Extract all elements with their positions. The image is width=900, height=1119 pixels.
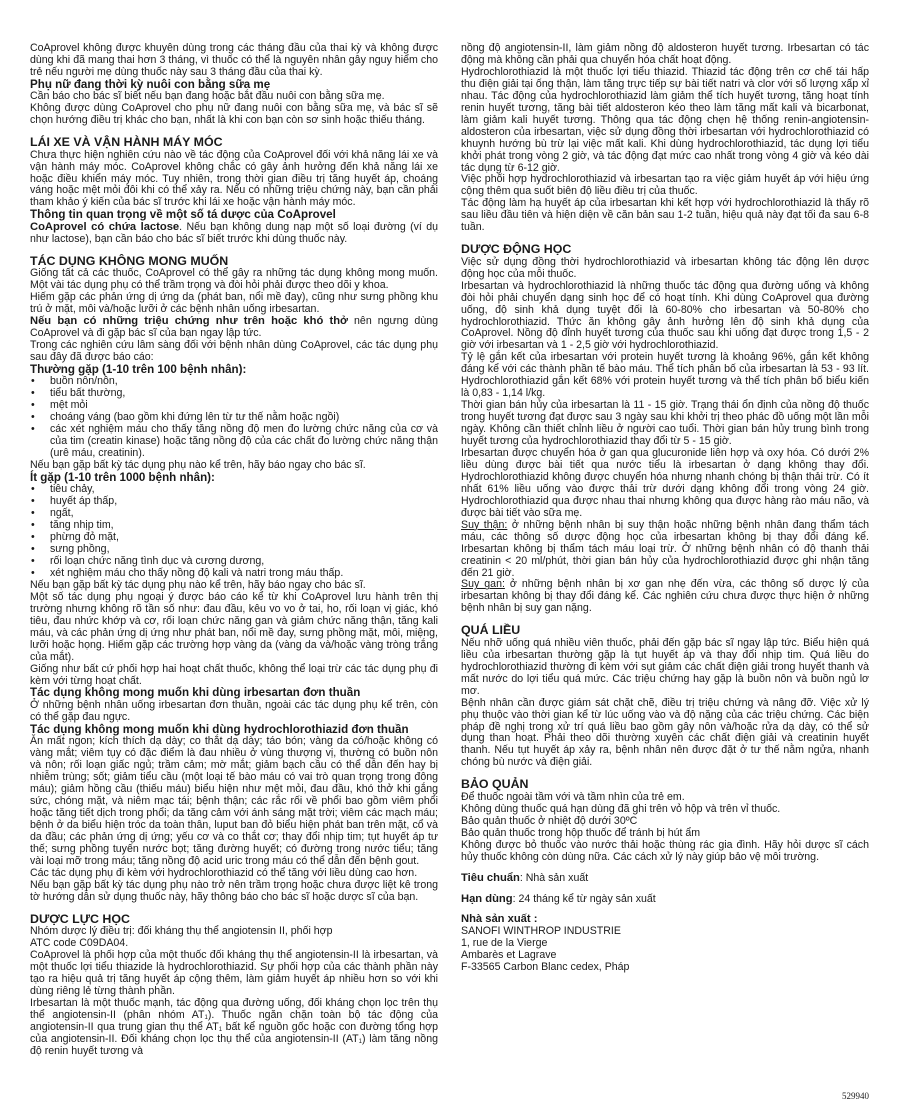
breastfeeding-paragraph-2: Không được dùng CoAprovel cho phụ nữ đang nuôi con bằng sữa mẹ, và bác sĩ sẽ chọn hướng điều trị khác cho bạn, nhất là khi con bạn còn sơ sinh hoặc thiếu tháng. bbox=[30, 102, 438, 127]
list-item: • sưng phồng, bbox=[30, 544, 438, 556]
driving-paragraph: Chưa thực hiện nghiên cứu nào về tác động của CoAprovel đối với khả năng lái xe và vận hành máy móc. CoAprovel không chắc có gây ảnh hưởng đến khả năng lái xe hoặc điều khiển máy móc. Tuy nhiên, trong thời gian điều trị tăng huyết áp, choáng váng hoặc mệt mỏi đôi khi có thể xảy ra. Nếu có những triệu chứng này, bạn cần phải tham khảo ý kiến của bác sĩ trước khi lái xe hoặc vận hành máy móc. bbox=[30, 148, 438, 209]
manufacturer-colon: : bbox=[530, 913, 538, 926]
irbesartan-paragraph: Ở những bệnh nhân uống irbesartan đơn thuần, ngoài các tác dụng phụ kể trên, còn có thể gặp đau ngực. bbox=[30, 698, 438, 723]
storage-heading: BẢO QUẢN bbox=[461, 777, 529, 792]
combination-paragraph: Giống như bất cứ phối hợp hai hoạt chất thuốc, không thể loại trừ các tác dụng phụ đi kèm với từng hoạt chất. bbox=[30, 662, 438, 687]
breastfeeding-paragraph-1: Cần báo cho bác sĩ biết nếu bạn đang hoặc bắt đầu nuôi con bằng sữa mẹ. bbox=[30, 90, 385, 103]
adverse-warning-bold: Nếu bạn có những triệu chứng như trên hoặc khó thở bbox=[30, 315, 348, 328]
common-title: Thường gặp (1-10 trên 100 bệnh nhân): bbox=[30, 362, 247, 376]
list-item: • tiểu bất thường, bbox=[30, 388, 438, 400]
pk-paragraph-5: Irbesartan được chuyển hóa ở gan qua glucuronide liên hợp và oxy hóa. Có dưới 2% liều dùng được bài tiết qua nước tiểu là irbesartan ở dạng không thay đổi. Hydrochlorothiazid không được chuyển hóa nhưng nhanh chóng bị thận thải trừ. Có ít nhất 61% liều uống vào được thải trừ dưới dạng không đổi trong vòng 24 giờ. Hydrochlorothiazid qua được nhau thai nhưng không qua được hàng rào máu não, và được bài tiết vào sữa mẹ. bbox=[461, 447, 869, 519]
pd-text-b: ). Thuốc ngăn chặn toàn bộ tác động của angiotensin-II qua trung gian thụ thể AT bbox=[30, 1008, 438, 1033]
overdose-paragraph-2: Bệnh nhân cần được giám sát chặt chẽ, điều trị triệu chứng và nâng đỡ. Việc xử lý phụ thuộc vào thời gian kể từ lúc uống vào và độ nặng của các triệu chứng. Các biện pháp đề nghị trong xử trí quá liều bao gồm gây nôn và/hoặc rửa dạ dày, có thể sử dụng than hoạt. Phải theo dõi thường xuyên các chất điện giải và creatinin huyết thanh. Nếu tụt huyết áp xảy ra, bệnh nhân nên được đặt ở tư thế nằm ngửa, nhanh chóng bù nước và điện giải. bbox=[461, 696, 869, 769]
adverse-paragraph-1: Giống tất cả các thuốc, CoAprovel có thể gây ra những tác dụng không mong muốn. Một vài tác dụng phụ có thể trầm trọng và đòi hỏi phải được theo dõi y khoa. bbox=[30, 267, 438, 292]
manufacturer-line: F-33565 Carbon Blanc cedex, Pháp bbox=[461, 961, 630, 974]
adverse-paragraph-2: Hiếm gặp các phản ứng dị ứng da (phát ban, nổi mề đay), cũng như sưng phồng khu trú ở mặt, môi và/hoặc lưỡi ở các bệnh nhân uống irbesartan. bbox=[30, 291, 438, 316]
adverse-paragraph-4: Trong các nghiên cứu lâm sàng đối với bệnh nhân dùng CoAprovel, các tác dụng phụ sau đây đã được báo cáo: bbox=[30, 338, 438, 363]
report-paragraph-1: Nếu bạn gặp bất kỳ tác dụng phụ nào kể trên, hãy báo ngay cho bác sĩ. bbox=[30, 458, 366, 471]
overdose-paragraph-1: Nếu nhỡ uống quá nhiều viên thuốc, phải đến gặp bác sĩ ngay lập tức. Biểu hiện quá liều của irbesartan thường gặp là tụt huyết áp và thay đổi nhịp tim. Quá liều do hydrochlorothiazid thường đi kèm với sụt giảm các chất điện giải trong huyết thanh và mất nước do lợi tiểu quá mức. Các triệu chứng hay gặp là buồn nôn và buồn ngủ lơ mơ. bbox=[461, 636, 869, 697]
list-item: • xét nghiệm máu cho thấy nồng độ kali và natri trong máu thấp. bbox=[30, 568, 438, 580]
manufacturer-label: Nhà sản xuất bbox=[461, 913, 531, 926]
renal-paragraph bbox=[461, 520, 869, 580]
standard-line bbox=[461, 873, 869, 885]
overdose-heading: QUÁ LIỀU bbox=[461, 623, 521, 638]
shelf-life-line bbox=[461, 894, 869, 906]
excipients-title: Thông tin quan trọng về một số tá dược của CoAprovel bbox=[30, 208, 336, 222]
pd-atc-code: ATC code C09DA04. bbox=[30, 936, 129, 949]
pregnancy-paragraph: CoAprovel không được khuyên dùng trong các tháng đầu của thai kỳ và không được dùng khi đã mang thai hơn 3 tháng, vì thuốc có thể là nguyên nhân gây nguy hiểm cho trẻ nếu người mẹ dùng thuốc này sau 3 tháng đầu của thai kỳ. bbox=[30, 42, 438, 78]
list-item: • tiêu chảy, bbox=[30, 484, 438, 496]
pd-paragraph-2-continued: nồng độ angiotensin-II, làm giảm nồng độ aldosteron huyết tương. Irbesartan có tác động mà không cần phải qua chuyển hóa chất hoạt động. bbox=[461, 42, 869, 66]
list-item: • choáng váng (bao gồm khi đứng lên từ tư thế nằm hoặc ngồi) bbox=[30, 412, 438, 424]
adverse-warning-text: nên ngưng dùng CoAprovel và đi gặp bác sĩ của bạn ngay lập tức. bbox=[30, 315, 439, 339]
list-item: • phừng đỏ mặt, bbox=[30, 532, 438, 544]
pd-paragraph-1: CoAprovel là phối hợp của một thuốc đối kháng thụ thể angiotensin-II là irbesartan, và một thuốc lợi tiểu thiazide là hydrochlorothiazid. Sự phối hợp của các thành phần này tạo ra hiệu quả trị tăng huyết áp cộng thêm, làm giảm huyết áp nhiều hơn so với khi dùng riêng lẻ từng thành phần. bbox=[30, 948, 438, 997]
manufacturer-block bbox=[461, 914, 869, 974]
pd-paragraph-5: Tác động làm hạ huyết áp của irbesartan khi kết hợp với hydrochlorothiazid là thấy rõ sau liều đầu tiên và hiện diện về căn bản sau 1-2 tuần, hiệu quả này đạt tối đa sau 6-8 tuần. bbox=[461, 197, 869, 234]
manufacturer-line: SANOFI WINTHROP INDUSTRIE bbox=[461, 925, 621, 938]
hctz-report-paragraph: Nếu bạn gặp bất kỳ tác dụng phụ nào trở nên trầm trọng hoặc chưa được liệt kê trong tờ hướng dẫn sử dụng thuốc này, hãy thông báo cho bác sĩ hoặc dược sĩ của bạn. bbox=[30, 878, 438, 903]
left-column bbox=[30, 43, 438, 1058]
pk-paragraph-4: Thời gian bán hủy của irbesartan là 11 - 15 giờ. Trạng thái ổn định của nồng độ thuốc trong huyết tương đạt được sau 3 ngày sau khi khởi trị theo phác đồ uống một lần mỗi ngày. Không cần thiết chỉnh liều ở người cao tuổi. Thời gian bán hủy trung bình trong huyết tương của hydrochlorothiazid thay đổi từ 5 - 15 giờ. bbox=[461, 399, 869, 448]
subscript: 1 bbox=[358, 1038, 362, 1045]
list-item: • các xét nghiệm máu cho thấy tăng nồng độ men đo lường chức năng của cơ và của tim (creatin kinase) hoặc tăng nồng độ của các chất đo lường chức năng thận (urê máu, creatinin). bbox=[30, 424, 438, 460]
pd-paragraph-4: Việc phối hợp hydrochlorothiazid và irbesartan tạo ra việc giảm huyết áp với hiệu ứng cộng thêm qua suốt biên độ liều điều trị của thuốc. bbox=[461, 173, 869, 198]
pd-group: Nhóm dược lý điều trị: đối kháng thụ thể angiotensin II, phối hợp bbox=[30, 925, 333, 938]
right-column bbox=[461, 43, 869, 974]
shelf-life-label: Hạn dùng bbox=[461, 892, 513, 905]
list-item: • buồn nôn/nôn, bbox=[30, 376, 438, 388]
list-item: • huyết áp thấp, bbox=[30, 496, 438, 508]
shelf-life-value: : 24 tháng kể từ ngày sản xuất bbox=[512, 892, 656, 905]
storage-line: Không dùng thuốc quá hạn dùng đã ghi trên vỏ hộp và trên vỉ thuốc. bbox=[461, 802, 781, 815]
subscript: 1 bbox=[218, 1026, 223, 1033]
document-code: 529940 bbox=[842, 1091, 869, 1101]
pd-paragraph-2 bbox=[30, 998, 438, 1058]
adverse-heading: TÁC DỤNG KHÔNG MONG MUỐN bbox=[30, 253, 229, 268]
report-paragraph-2: Nếu bạn gặp bất kỳ tác dụng phụ nào kể trên, hãy báo ngay cho bác sĩ. bbox=[30, 578, 366, 591]
breastfeeding-title: Phụ nữ đang thời kỳ nuôi con bằng sữa mẹ bbox=[30, 77, 271, 91]
pk-paragraph-2: Irbesartan và hydrochlorothiazid là những thuốc tác động qua đường uống và không đòi hỏi phải chuyển dạng sinh học để có hoạt tính. Khi dùng CoAprovel qua đường uống, độ sinh khả dụng tuyệt đối là 60-80% cho irbesartan và 50-80% cho hydrochlorothiazid. Thức ăn không gây ảnh hưởng lên độ sinh khả dụng của CoAprovel. Nồng độ đỉnh huyết tương của thuốc sau khi uống đạt được trong 1,5 - 2 giờ với irbesartan và 1 - 2,5 giờ với hydrochlorothiazid. bbox=[461, 279, 869, 352]
list-item: • tăng nhịp tim, bbox=[30, 520, 438, 532]
uncommon-title: Ít gặp (1-10 trên 1000 bệnh nhân): bbox=[30, 470, 215, 484]
storage-line: Để thuốc ngoài tầm với và tầm nhìn của trẻ em. bbox=[461, 790, 685, 803]
list-item: • ngất, bbox=[30, 508, 438, 520]
irbesartan-title: Tác dụng không mong muốn khi dùng irbesartan đơn thuần bbox=[30, 686, 361, 700]
subscript: 1 bbox=[204, 1014, 208, 1021]
pd-text-d: ) làm tăng nồng độ renin huyết tương và bbox=[30, 1032, 438, 1057]
renal-text: ở những bệnh nhân bị suy thận hoặc những bệnh nhân đang thẩm tách máu, các thông số dược động học của irbesartan không bị thay đổi đáng kể. Irbesartan không bị thẩm tách máu loại trừ. Ở những bệnh nhân có độ thanh thải creatinin < 20 ml/phút, thời gian bán hủy của hydrochlorothiazid được ghi nhận tăng đến 21 giờ. bbox=[461, 518, 870, 579]
pk-paragraph-1: Việc sử dụng đồng thời hydrochlorothiazid và irbesartan không tác động lên dược động học của mỗi thuốc. bbox=[461, 255, 869, 280]
storage-line: Bảo quản thuốc trong hộp thuốc để tránh bị hút ẩm bbox=[461, 826, 701, 839]
storage-line: Bảo quản thuốc ở nhiệt độ dưới 30ºC bbox=[461, 814, 638, 827]
pk-paragraph-3: Tỷ lệ gắn kết của irbesartan với protein huyết tương là khoảng 96%, gắn kết không đáng kể với các thành phần tế bào máu. Thể tích phân bố của irbesartan là 53 - 93 lít. Hydrochlorothiazid gắn kết 68% với protein huyết tương và thể tích phân bố biểu kiến là 0,83 - 1,14 l/kg. bbox=[461, 351, 869, 400]
standard-label: Tiêu chuẩn bbox=[461, 871, 520, 884]
renal-label: Suy thận: bbox=[461, 518, 508, 531]
lactose-paragraph bbox=[30, 222, 438, 246]
driving-heading: LÁI XE VÀ VẬN HÀNH MÁY MÓC bbox=[30, 135, 223, 150]
hepatic-paragraph bbox=[461, 579, 869, 615]
list-item: • rối loạn chức năng tình dục và cương dương, bbox=[30, 556, 438, 568]
hctz-title: Tác dụng không mong muốn khi dùng hydrochlorothiazid đơn thuần bbox=[30, 722, 409, 736]
hepatic-label: Suy gan: bbox=[461, 578, 505, 591]
uncommon-list bbox=[30, 484, 438, 580]
hctz-dose-paragraph: Các tác dụng phụ đi kèm với hydrochlorothiazid có thể tăng với liều dùng cao hơn. bbox=[30, 866, 418, 879]
lactose-text: . Nếu bạn không dung nạp một số loại đường (ví dụ như lactose), bạn cần báo cho bác sĩ biết trước khi dùng thuốc này. bbox=[30, 220, 439, 245]
adverse-paragraph-3 bbox=[30, 316, 438, 340]
pharmacokinetics-heading: DƯỢC ĐỘNG HỌC bbox=[461, 242, 572, 257]
hepatic-text: ở những bệnh nhân bị xơ gan nhẹ đến vừa, các thông số dược lý của irbesartan không bị thay đổi đáng kể. Các nghiên cứu chưa được thực hiện ở những bệnh nhân bị suy gan nặng. bbox=[461, 578, 869, 615]
pd-paragraph-3: Hydrochlorothiazid là một thuốc lợi tiểu thiazid. Thiazid tác động trên cơ chế tái hấp thu điện giải tại ống thận, làm tăng trực tiếp sự bài tiết natri và clor với số lượng xấp xỉ nhau. Tác động của hydrochlorothiazid làm giảm thể tích huyết tương, tăng hoạt tính renin huyết tương, tăng bài tiết aldosteron kéo theo làm tăng mất kali và bicarbonat, làm giảm kali huyết tương. Thông qua tác động chẹn hệ thống renin-angiotensin-aldosteron của irbesartan, việc sử dụng đồng thời irbesartan với hydrochlorothiazid có khuynh hướng bù trừ lại việc mất kali. Khi dùng hydrochlorothiazid, tác dụng lợi tiểu khởi phát trong vòng 2 giờ, và tác động đạt mức cao nhất trong vòng 4 giờ và kéo dài tác dụng từ 6-12 giờ. bbox=[461, 65, 869, 174]
manufacturer-line: Ambarès et Lagrave bbox=[461, 949, 557, 962]
lactose-bold: CoAprovel có chứa lactose bbox=[30, 220, 180, 233]
common-list bbox=[30, 376, 438, 460]
pharmacodynamics-heading: DƯỢC LỰC HỌC bbox=[30, 911, 130, 926]
manufacturer-line: 1, rue de la Vierge bbox=[461, 937, 548, 950]
pd-text-c: bất kể nguồn gốc hoặc con đường tổng hợp của angiotensin-II. Đối kháng chọn lọc thụ thể của angiotensin-II (AT bbox=[30, 1020, 439, 1045]
storage-paragraph: Không được bỏ thuốc vào nước thải hoặc thùng rác gia đình. Hãy hỏi dược sĩ cách hủy thuốc không còn dùng nữa. Các cách xử lý này giúp bảo vệ môi trường. bbox=[461, 838, 869, 863]
postmarket-paragraph: Một số tác dụng phụ ngoại ý được báo cáo kể từ khi CoAprovel lưu hành trên thị trường nhưng không rõ tần số như: đau đầu, kêu vo vo ở tai, ho, rối loạn vị giác, khó tiêu, đau nhức khớp và cơ, rối loạn chức năng gan và giảm chức năng thận, tăng kali máu, và các phản ứng dị ứng như phát ban, nổi mề đay, sưng phồng mặt, môi, miệng, lưỡi hoặc họng. Hiếm gặp các trường hợp vàng da (vàng da và/hoặc vàng tròng trắng của mắt). bbox=[30, 590, 438, 663]
standard-value: : Nhà sản xuất bbox=[519, 871, 589, 884]
pd-text-a: Irbesartan là một thuốc mạnh, tác động qua đường uống, đối kháng chọn lọc trên thụ thể angiotensin-II (phân nhóm AT bbox=[30, 996, 438, 1021]
list-item: • mệt mỏi bbox=[30, 400, 438, 412]
hctz-paragraph: Ăn mất ngon; kích thích dạ dày; co thắt dạ dày; táo bón; vàng da có/hoặc không có vàng mắt; viêm tụy có đặc điểm là đau nhiều ở vùng thượng vị, thường có buồn nôn và nôn; rối loạn giấc ngủ; trầm cảm; mờ mắt; giảm bạch cầu có thể dẫn đến hay bị nhiễm trùng; sốt; giảm tiểu cầu (một loại tế bào máu có vai trò quan trọng trong đông máu); giảm hồng cầu (thiếu máu) biểu hiện như mệt mỏi, đau đầu, khó thở khi gắng sức, chóng mặt, và niêm mạc tái; bệnh thận; các rắc rối về phổi bao gồm viêm phổi hoặc tăng tiết dịch trong phổi; da tăng cảm với ánh sáng mặt trời; viêm các mạch máu; bệnh ở da biểu hiện tróc da toàn thân, luput ban đỏ biểu hiện phát ban trên mặt, cổ và da đầu; các phản ứng dị ứng; yếu cơ và co thắt cơ; thay đổi nhịp tim; tụt huyết áp tư thế; sưng phồng tuyến nước bọt; tăng đường huyết; có đường trong nước tiểu; tăng vài loại mỡ trong máu; tăng nồng độ acid uric trong máu có thể dẫn đến bệnh gout. bbox=[30, 735, 438, 867]
